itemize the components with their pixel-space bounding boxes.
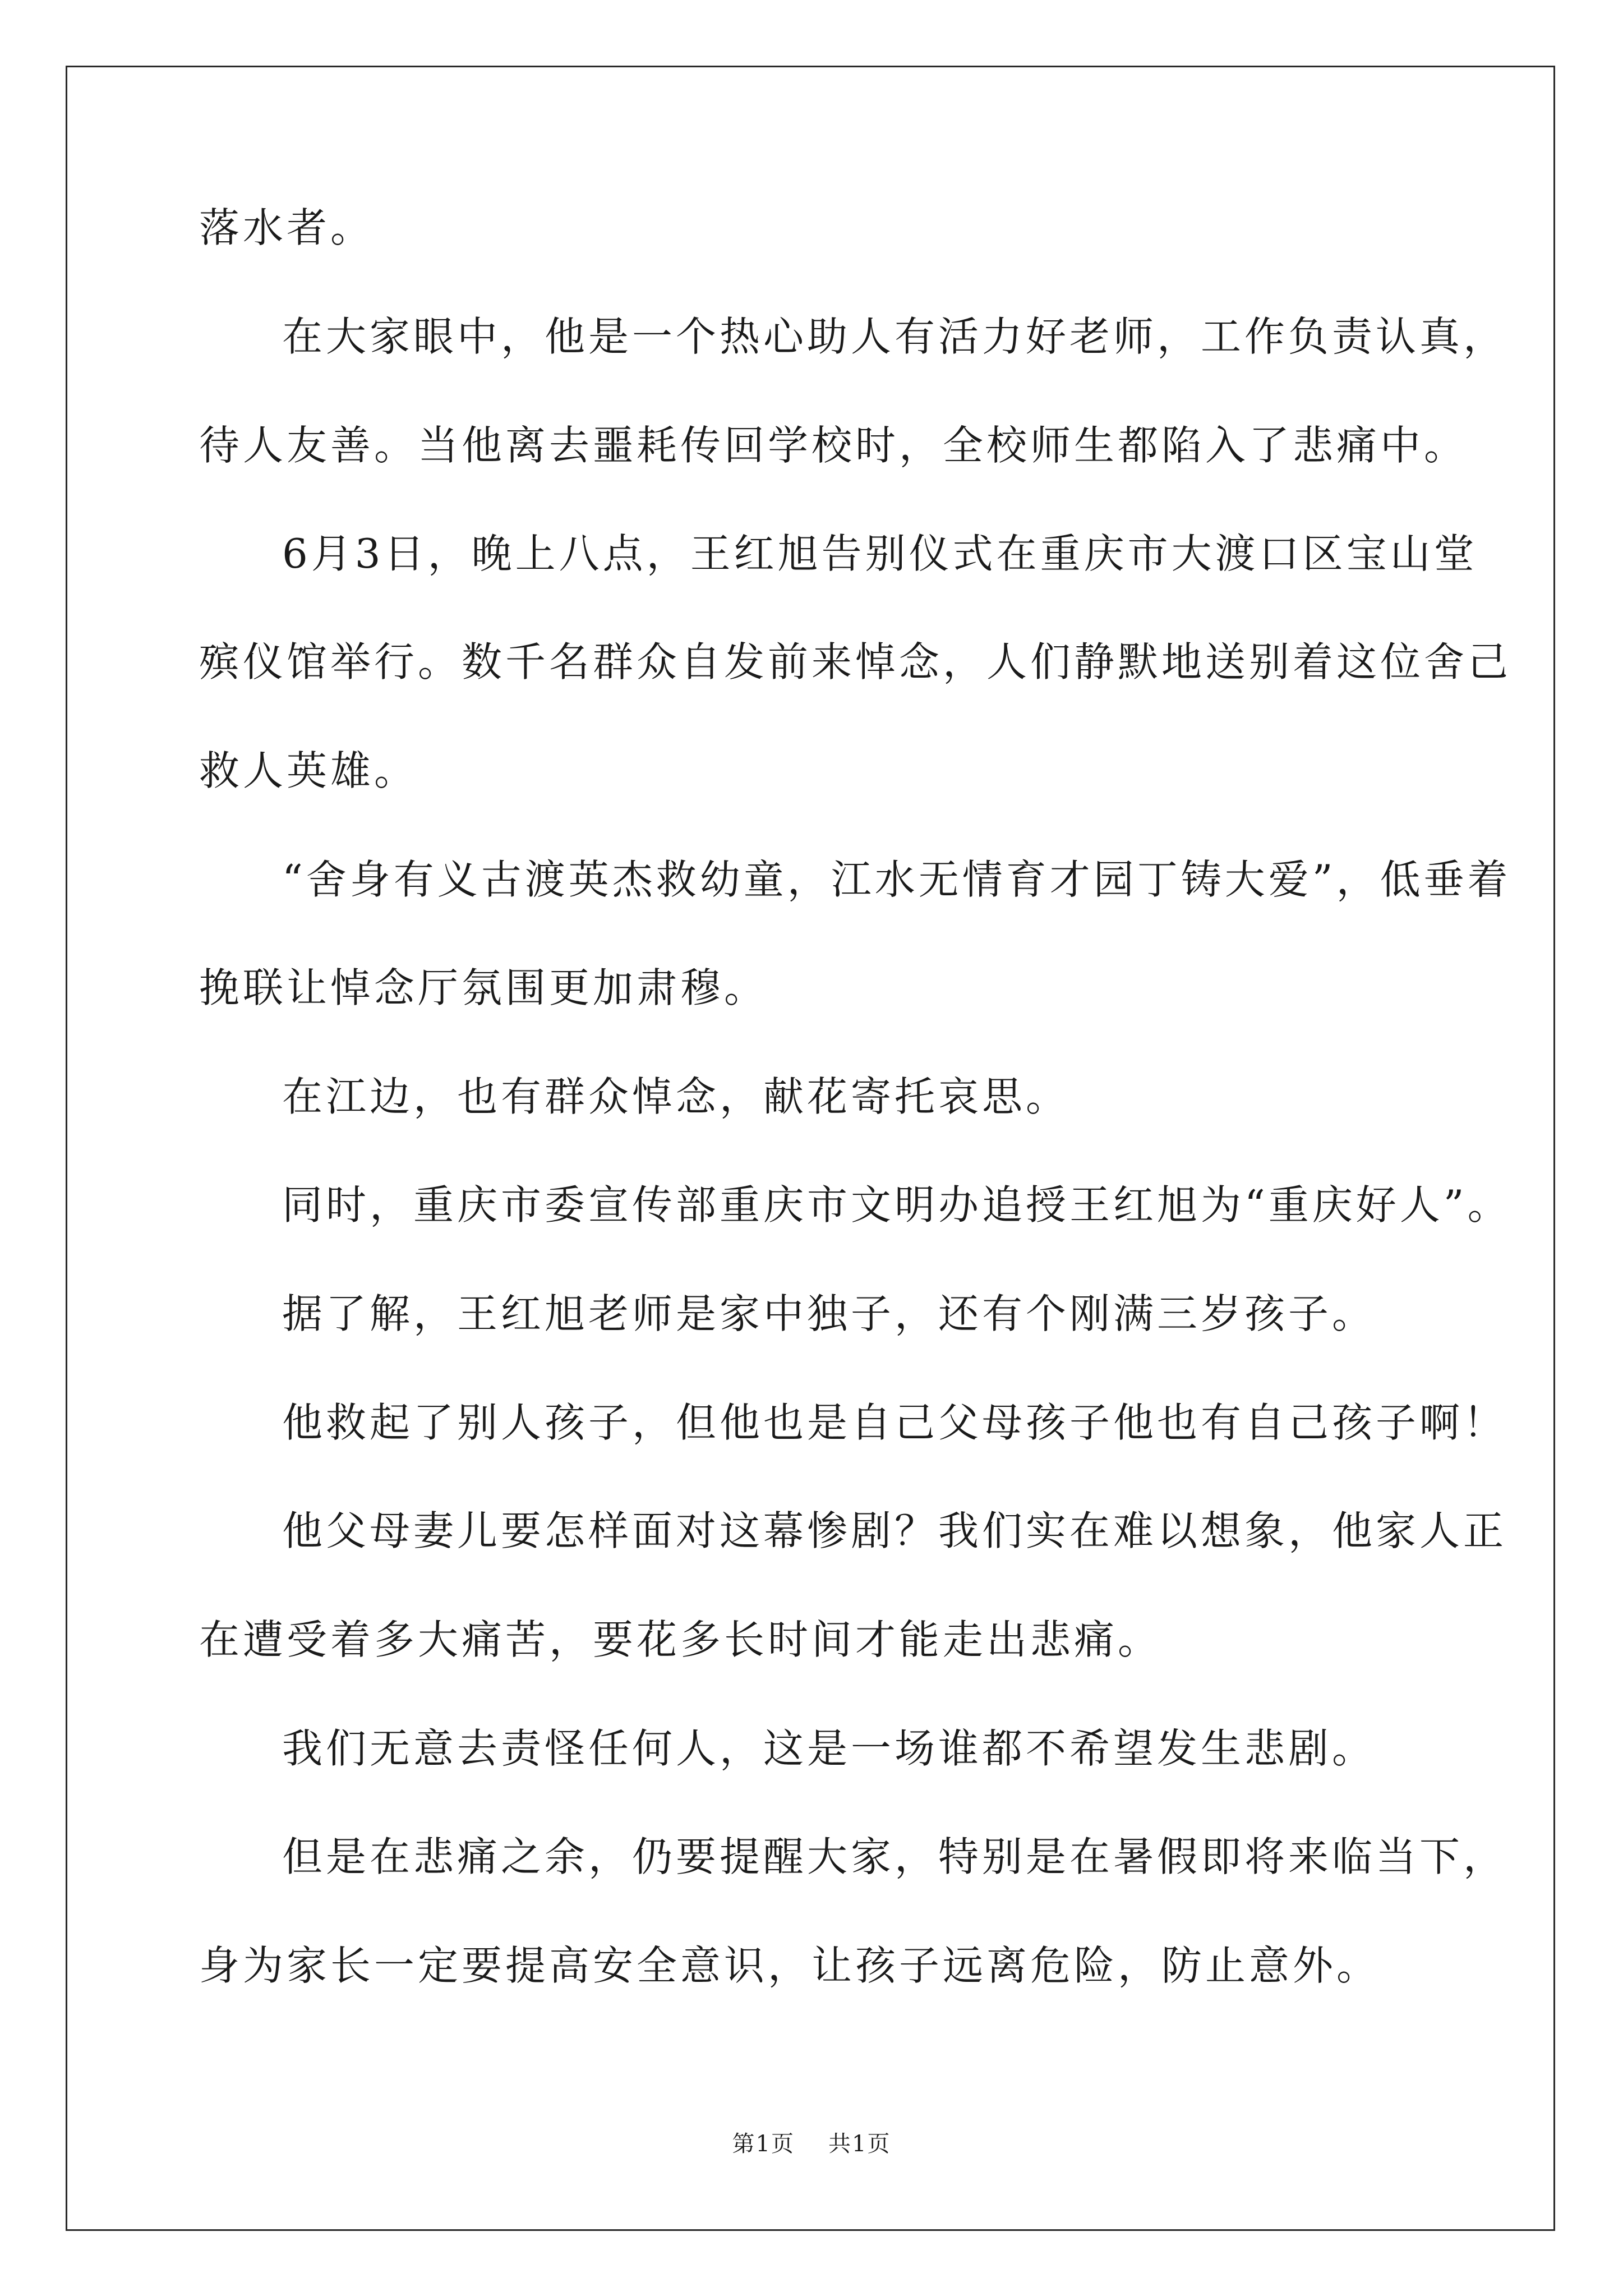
text-line: “舍身有义古渡英杰救幼童，江水无情育才园丁铸大爱”，低垂着 [282, 856, 1511, 903]
text-line: 他父母妻儿要怎样面对这幕惨剧？我们实在难以想象，他家人正 [282, 1507, 1507, 1554]
text-line: 在江边，也有群众悼念，献花寄托哀思。 [282, 1073, 1070, 1120]
text-line: 他救起了别人孩子，但他也是自己父母孩子他也有自己孩子啊！ [282, 1399, 1507, 1446]
text-line: 但是在悲痛之余，仍要提醒大家，特别是在暑假即将来临当下， [282, 1833, 1507, 1880]
text-line: 我们无意去责怪任何人，这是一场谁都不希望发生悲剧。 [282, 1725, 1376, 1772]
text-line: 身为家长一定要提高安全意识，让孩子远离危险，防止意外。 [199, 1942, 1381, 1989]
text-line: 挽联让悼念厅氛围更加肃穆。 [199, 964, 768, 1011]
page-total: 共1页 [828, 2131, 891, 2157]
page-border [66, 66, 1555, 2231]
text-line: 在遭受着多大痛苦，要花多长时间才能走出悲痛。 [199, 1616, 1162, 1663]
text-line: 待人友善。当他离去噩耗传回学校时，全校师生都陷入了悲痛中。 [199, 422, 1468, 469]
text-line: 同时，重庆市委宣传部重庆市文明办追授王红旭为“重庆好人”。 [282, 1181, 1511, 1228]
text-line: 落水者。 [199, 204, 375, 251]
text-line: 据了解，王红旭老师是家中独子，还有个刚满三岁孩子。 [282, 1290, 1376, 1337]
text-line: 救人英雄。 [199, 747, 418, 794]
text-line: 在大家眼中，他是一个热心助人有活力好老师，工作负责认真， [282, 313, 1507, 360]
page-number: 第1页 [732, 2131, 795, 2157]
text-line: 殡仪馆举行。数千名群众自发前来悼念，人们静默地送别着这位舍己 [199, 638, 1512, 685]
page-footer [0, 2126, 1623, 2158]
text-line: 6月3日，晚上八点，王红旭告别仪式在重庆市大渡口区宝山堂 [282, 530, 1478, 577]
